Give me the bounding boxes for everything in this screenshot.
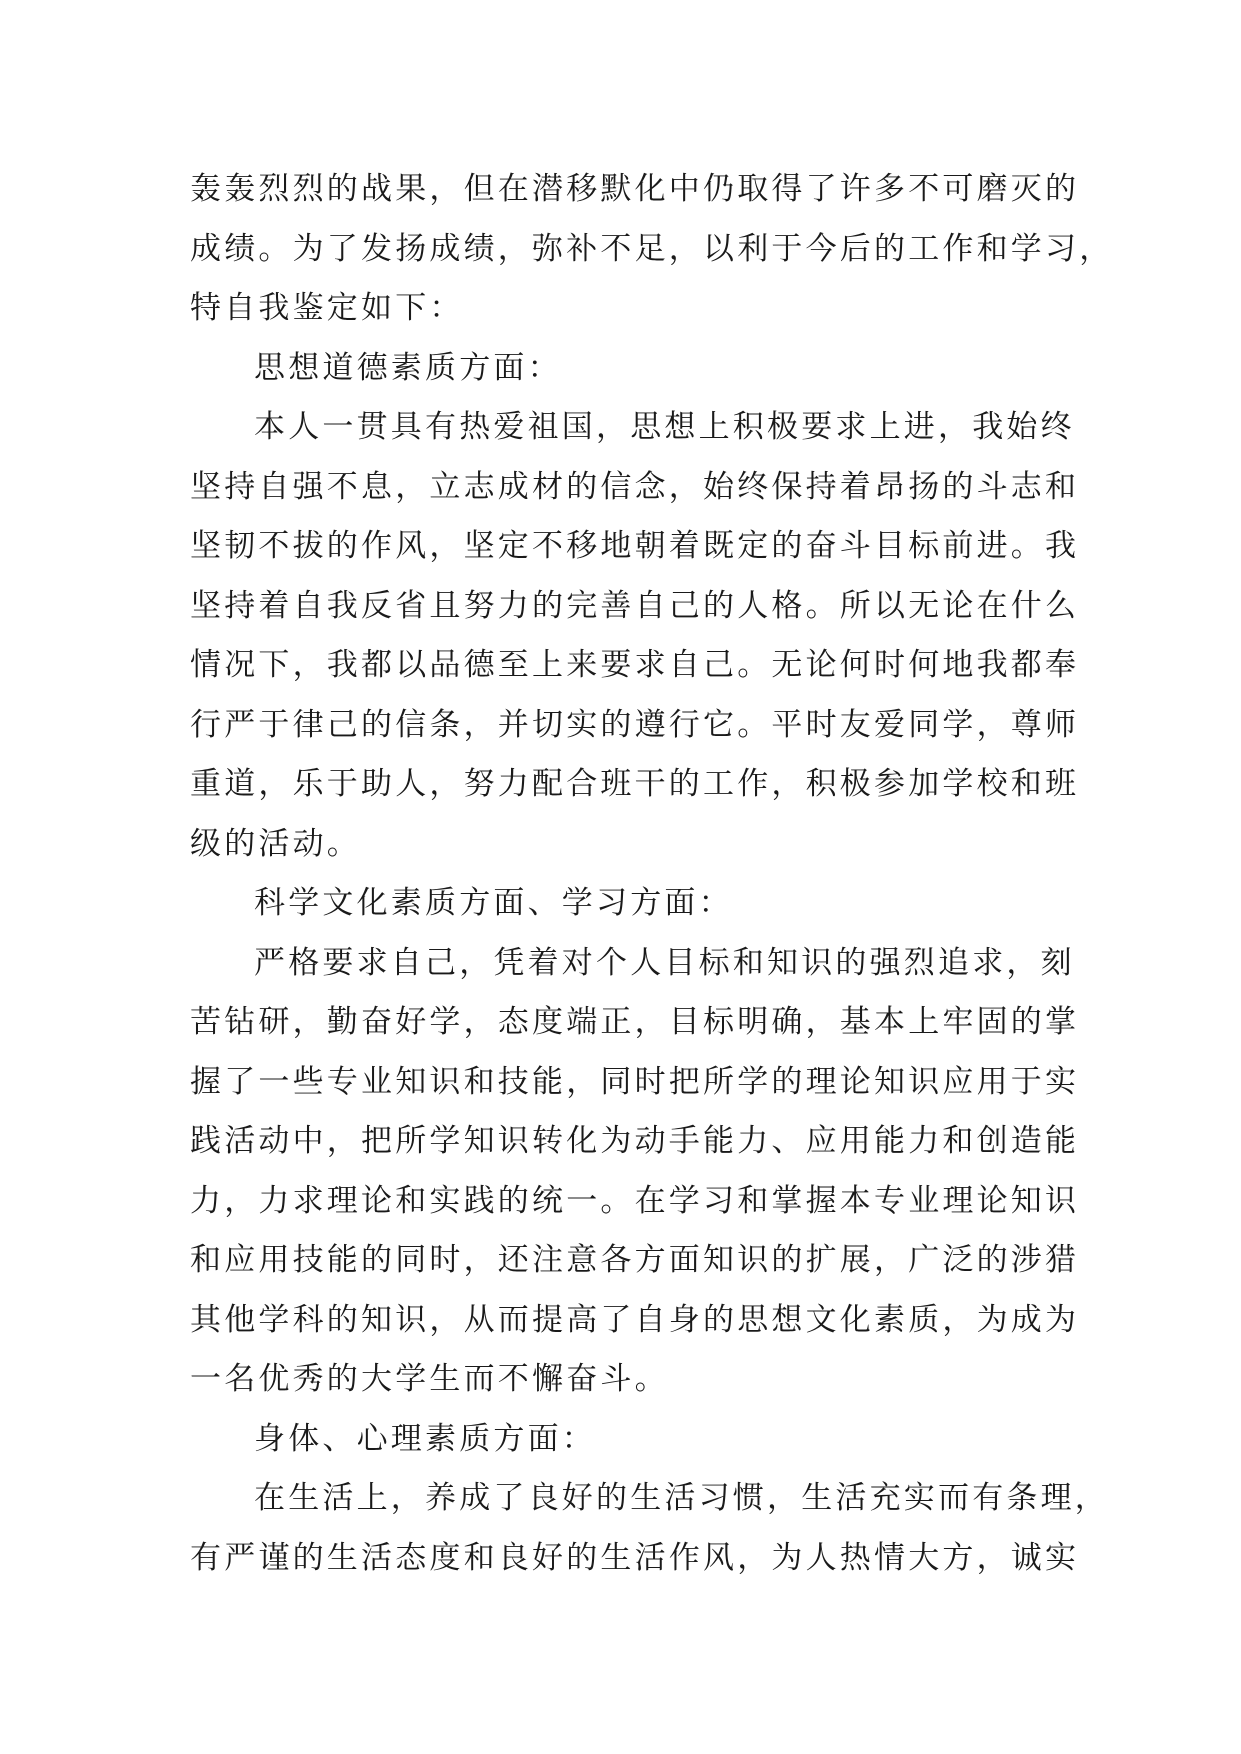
text-line: 特自我鉴定如下： [190,290,464,326]
text-line: 握了一些专业知识和技能，同时把所学的理论知识应用于实 [190,1063,1080,1100]
text-line: 本人一贯具有热爱祖国，思想上积极要求上进，我始终 [254,409,1075,445]
text-line: 级的活动。 [190,825,361,862]
text-line: 坚韧不拔的作风，坚定不移地朝着既定的奋斗目标前进。我 [190,528,1080,564]
text-line: 和应用技能的同时，还注意各方面知识的扩展，广泛的涉猎 [190,1242,1080,1278]
text-line: 成绩。为了发扬成绩，弥补不足，以利于今后的工作和学习， [190,230,1114,267]
text-line: 一名优秀的大学生而不懈奋斗。 [190,1361,669,1397]
section-heading-physical: 身体、心理素质方面： [254,1420,596,1457]
text-line: 坚持着自我反省且努力的完善自己的人格。所以无论在什么 [190,587,1080,624]
text-line: 重道，乐于助人，努力配合班干的工作，积极参加学校和班 [190,766,1080,802]
section-heading-moral: 思想道德素质方面： [254,349,562,386]
text-line: 苦钻研，勤奋好学，态度端正，目标明确，基本上牢固的掌 [190,1004,1080,1040]
text-line: 有严谨的生活态度和良好的生活作风，为人热情大方，诚实 [190,1539,1080,1576]
text-line: 情况下，我都以品德至上来要求自己。无论何时何地我都奉 [190,647,1080,683]
text-line: 践活动中，把所学知识转化为动手能力、应用能力和创造能 [190,1123,1080,1159]
text-line: 轰轰烈烈的战果，但在潜移默化中仍取得了许多不可磨灭的 [190,171,1080,207]
text-line: 在生活上，养成了良好的生活习惯，生活充实而有条理， [254,1480,1109,1516]
section-heading-study: 科学文化素质方面、学习方面： [254,885,733,921]
text-line: 坚持自强不息，立志成材的信念，始终保持着昂扬的斗志和 [190,468,1080,505]
text-line: 力，力求理论和实践的统一。在学习和掌握本专业理论知识 [190,1182,1080,1219]
text-line: 严格要求自己，凭着对个人目标和知识的强烈追求，刻 [254,944,1075,981]
text-line: 行严于律己的信条，并切实的遵行它。平时友爱同学，尊师 [190,706,1080,743]
text-line: 其他学科的知识，从而提高了自身的思想文化素质，为成为 [190,1301,1080,1338]
document-body [190,160,1114,1588]
